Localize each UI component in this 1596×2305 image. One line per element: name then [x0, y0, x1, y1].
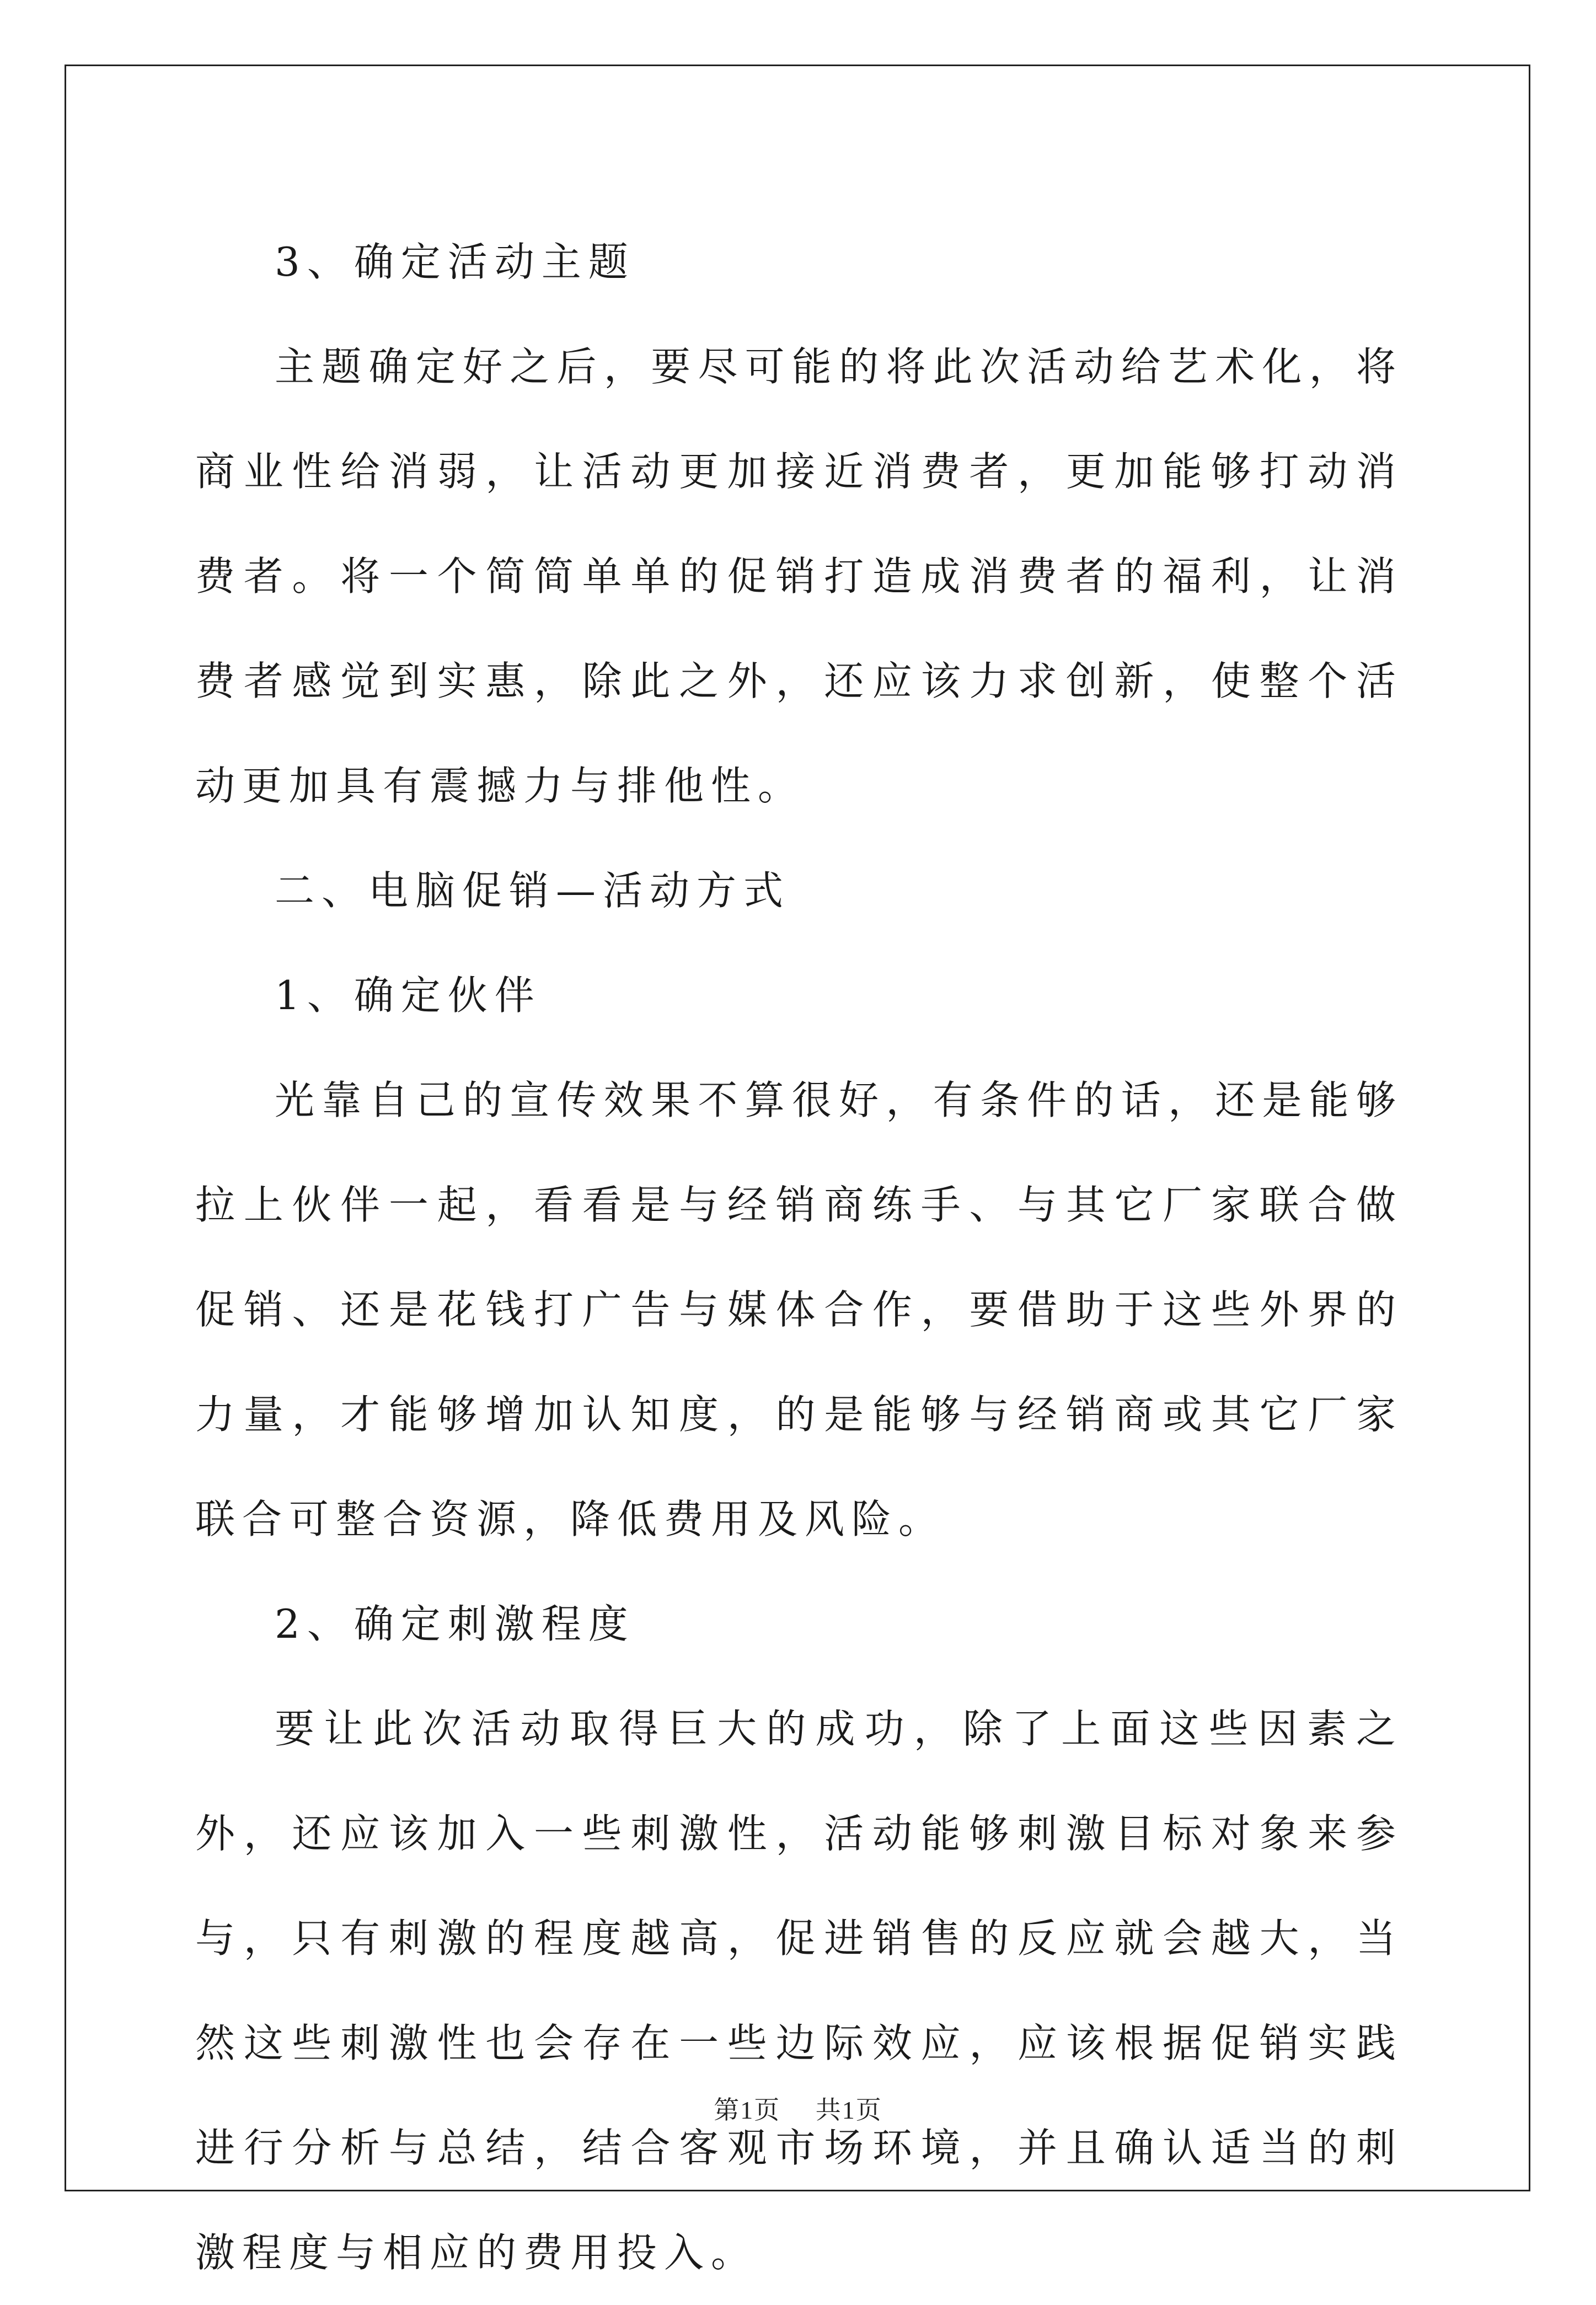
page-total: 共1页 [815, 2096, 882, 2124]
page-footer [0, 2090, 1596, 2126]
page-number: 第1页 [714, 2096, 781, 2124]
paragraph-stimulus-level: 要让此次活动取得巨大的成功，除了上面这些因素之外，还应该加入一些刺激性，活动能够刺激目标对象来参与，只有刺激的程度越高，促进销售的反应就会越大，当然这些刺激性也会存在一些边际效应，应该根据促销实践进行分析与总结，结合客观市场环境，并且确认适当的刺激程度与相应的费用投入。 [195, 1706, 1403, 2276]
paragraph-activity-theme: 主题确定好之后，要尽可能的将此次活动给艺术化，将商业性给消弱，让活动更加接近消费者，更加能够打动消费者。将一个简简单单的促销打造成消费者的福利，让消费者感觉到实惠，除此之外，还应该力求创新，使整个活动更加具有震撼力与排他性。 [195, 344, 1403, 809]
document-body [195, 210, 1403, 2305]
section-heading-activity-method: 二、电脑促销—活动方式 [275, 867, 791, 914]
section-heading-partner: 1、确定伙伴 [275, 972, 542, 1019]
section-heading-stimulus-level: 2、确定刺激程度 [275, 1601, 635, 1647]
paragraph-partner: 光靠自己的宣传效果不算很好，有条件的话，还是能够拉上伙伴一起，看看是与经销商练手、与其它厂家联合做促销、还是花钱打广告与媒体合作，要借助于这些外界的力量，才能够增加认知度，的是能够与经销商或其它厂家联合可整合资源，降低费用及风险。 [195, 1077, 1403, 1542]
section-heading-activity-theme: 3、确定活动主题 [275, 239, 635, 285]
